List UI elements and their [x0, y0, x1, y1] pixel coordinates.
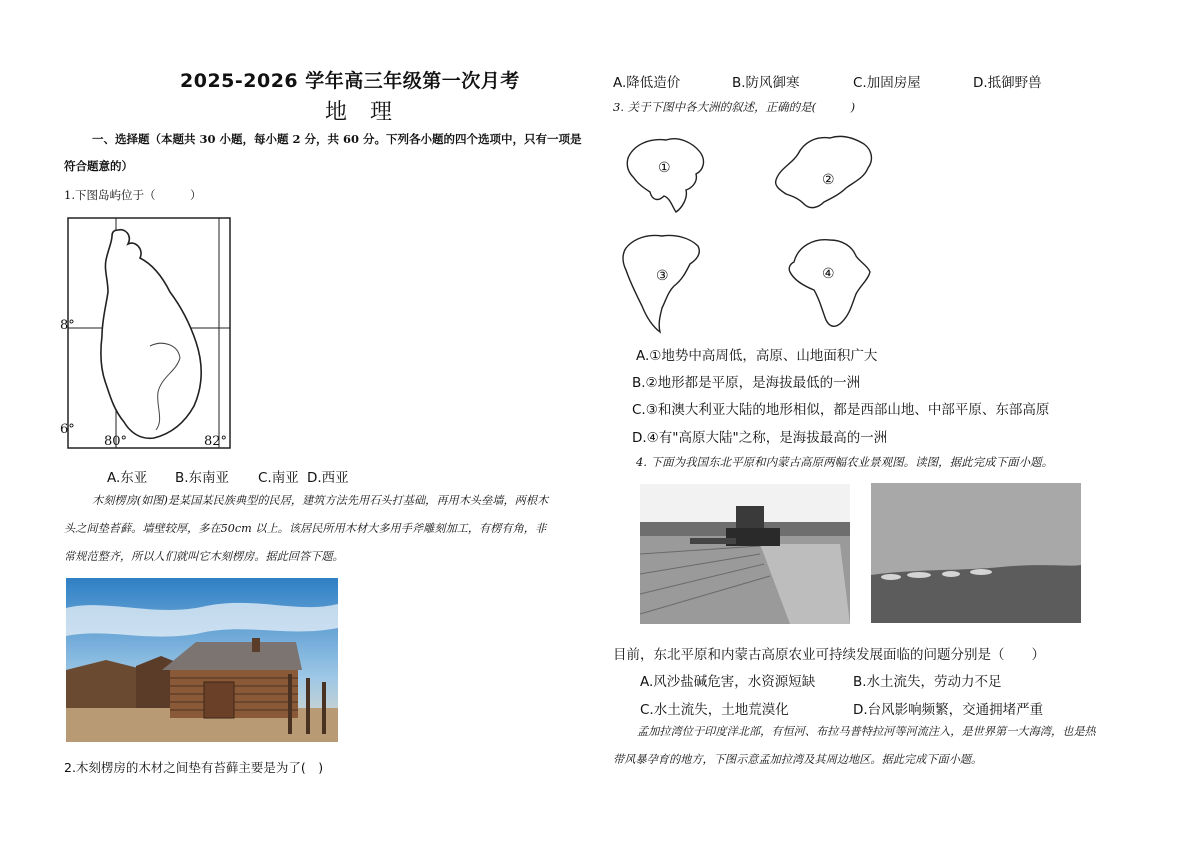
passage-bengal-bay: [613, 718, 1143, 774]
continent-1-marker: ①: [658, 160, 671, 176]
label-lon-82: 82°: [204, 434, 228, 449]
label-lat-8: 8°: [60, 318, 75, 333]
passage1-line3: 常规范整齐，所以人们就叫它木刻楞房。据此回答下题。: [64, 550, 344, 563]
section-heading-line2: 符合题意的）: [64, 159, 133, 173]
q4-option-b: B.水土流失，劳动力不足: [853, 674, 1002, 690]
q4-intro: 4. 下面为我国东北平原和内蒙古高原两幅农业景观图。读图，据此完成下面小题。: [636, 455, 1054, 469]
label-lon-80: 80°: [104, 434, 128, 449]
subject-title: 地 理: [325, 100, 400, 125]
q1-option-d: D.西亚: [307, 470, 349, 486]
inner-mongolia-photo: [871, 483, 1081, 623]
passage1-line1: 木刻楞房(如图)是某国某民族典型的民居，建筑方法先用石头打基础，再用木头垒墙，两根木: [92, 494, 549, 507]
island-map: [60, 216, 236, 454]
fence-post-1: [288, 674, 292, 734]
label-lat-6: 6°: [60, 422, 75, 437]
q2-stem: 2.木刻楞房的木材之间垫有苔藓主要是为了( ): [64, 760, 324, 775]
continent-3-map: [616, 228, 708, 336]
q4-option-d: D.台风影响频繁，交通拥堵严重: [853, 702, 1044, 718]
continent-3-marker: ③: [656, 268, 669, 284]
q4-option-a: A.风沙盐碱危害，水资源短缺: [640, 674, 816, 690]
chimney: [252, 638, 260, 652]
continent-4-marker: ④: [822, 266, 835, 282]
q3-stem: 3. 关于下图中各大洲的叙述，正确的是( ): [613, 100, 856, 114]
q3-option-a: A.①地势中高周低，高原、山地面积广大: [636, 348, 878, 364]
q1-option-a: A.东亚: [107, 470, 148, 486]
q3-option-c: C.③和澳大利亚大陆的地形相似，都是西部山地、中部平原、东部高原: [632, 402, 1050, 418]
passage-woodhouse: [64, 487, 594, 571]
passage1-line2: 头之间垫苔藓。墙壁较厚，多在50cm 以上。该居民所用木材大多用手斧雕刻加工，有楞有角，非: [64, 522, 547, 535]
q1-stem: 1.下图岛屿位于（ ）: [64, 188, 202, 202]
q2-option-c: C.加固房屋: [853, 75, 921, 91]
fence-post-2: [306, 678, 310, 734]
combine-header: [690, 538, 736, 544]
q2-option-b: B.防风御寒: [732, 75, 800, 91]
log-cabin-svg: [66, 578, 338, 742]
q3-option-b: B.②地形都是平原，是海拔最低的一洲: [632, 375, 861, 391]
cabin-back-left: [66, 660, 146, 708]
northeast-plain-photo: [640, 484, 850, 624]
continent-1-map: [620, 128, 710, 218]
cabin-door: [204, 682, 234, 718]
q2-option-a: A.降低造价: [613, 75, 681, 91]
log-cabin-photo: [66, 578, 338, 742]
sky: [871, 483, 1081, 575]
q4-stem: 目前，东北平原和内蒙古高原农业可持续发展面临的问题分别是（ ）: [613, 647, 1045, 663]
q1-option-b: B.东南亚: [175, 470, 230, 486]
passage2-line1: 孟加拉湾位于印度洋北部，有恒河、布拉马普特拉河等河流注入，是世界第一大海湾，也是热: [637, 725, 1096, 738]
q1-option-c: C.南亚: [258, 470, 299, 486]
continent-2-marker: ②: [822, 172, 835, 188]
island-map-svg: [66, 216, 236, 454]
q4-option-c: C.水土流失，土地荒漠化: [640, 702, 789, 718]
continent-4-map: [780, 232, 876, 332]
q3-option-d: D.④有"高原大陆"之称，是海拔最高的一洲: [632, 430, 888, 446]
continent-4-outline: [789, 240, 870, 327]
passage2-line2: 带风暴孕育的地方，下图示意孟加拉湾及其周边地区。据此完成下面小题。: [613, 753, 983, 766]
exam-title: 2025-2026 学年高三年级第一次月考: [180, 70, 520, 92]
section-heading-line1: 一、选择题（本题共 30 小题，每小题 2 分，共 60 分。下列各小题的四个选项中，只有一项是: [92, 132, 582, 146]
q2-option-d: D.抵御野兽: [973, 75, 1042, 91]
fence-post-3: [322, 682, 326, 734]
combine-cab: [736, 506, 764, 528]
continent-2-map: [770, 128, 880, 218]
